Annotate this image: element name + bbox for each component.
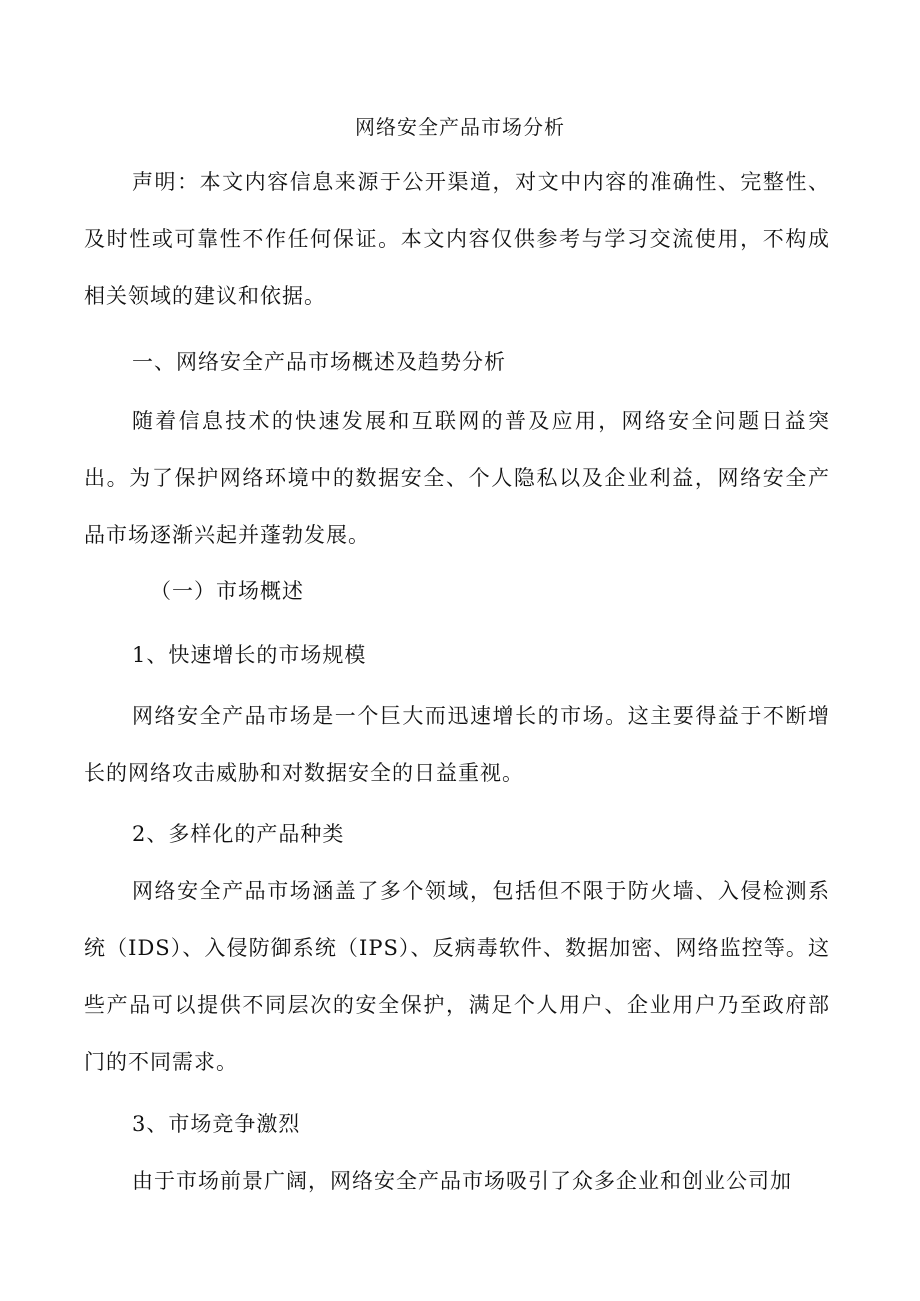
item-3-paragraph: 由于市场前景广阔，网络安全产品市场吸引了众多企业和创业公司加	[132, 1169, 792, 1193]
item-1-paragraph: 网络安全产品市场是一个巨大而迅速增长的市场。这主要得益于不断增长的网络攻击威胁和对数据安全的日益重视。	[84, 704, 830, 785]
section-heading: 一、网络安全产品市场概述及趋势分析	[132, 350, 506, 374]
item-1-heading: 1、快速增长的市场规模	[132, 643, 367, 667]
item-3-heading: 3、市场竞争激烈	[132, 1112, 301, 1136]
item-2-heading: 2、多样化的产品种类	[132, 822, 345, 846]
page-title: 网络安全产品市场分析	[355, 115, 565, 139]
subsection-heading: （一）市场概述	[150, 579, 304, 603]
section-intro-paragraph: 随着信息技术的快速发展和互联网的普及应用，网络安全问题日益突出。为了保护网络环境中的数据安全、个人隐私以及企业利益，网络安全产品市场逐渐兴起并蓬勃发展。	[84, 409, 830, 547]
item-2-paragraph: 网络安全产品市场涵盖了多个领域，包括但不限于防火墙、入侵检测系统（IDS）、入侵防御系统（IPS）、反病毒软件、数据加密、网络监控等。这些产品可以提供不同层次的安全保护，满足个人用户、企业用户乃至政府部门的不同需求。	[84, 879, 830, 1074]
disclaimer-paragraph: 声明：本文内容信息来源于公开渠道，对文中内容的准确性、完整性、及时性或可靠性不作任何保证。本文内容仅供参考与学习交流使用，不构成相关领域的建议和依据。	[84, 170, 830, 308]
